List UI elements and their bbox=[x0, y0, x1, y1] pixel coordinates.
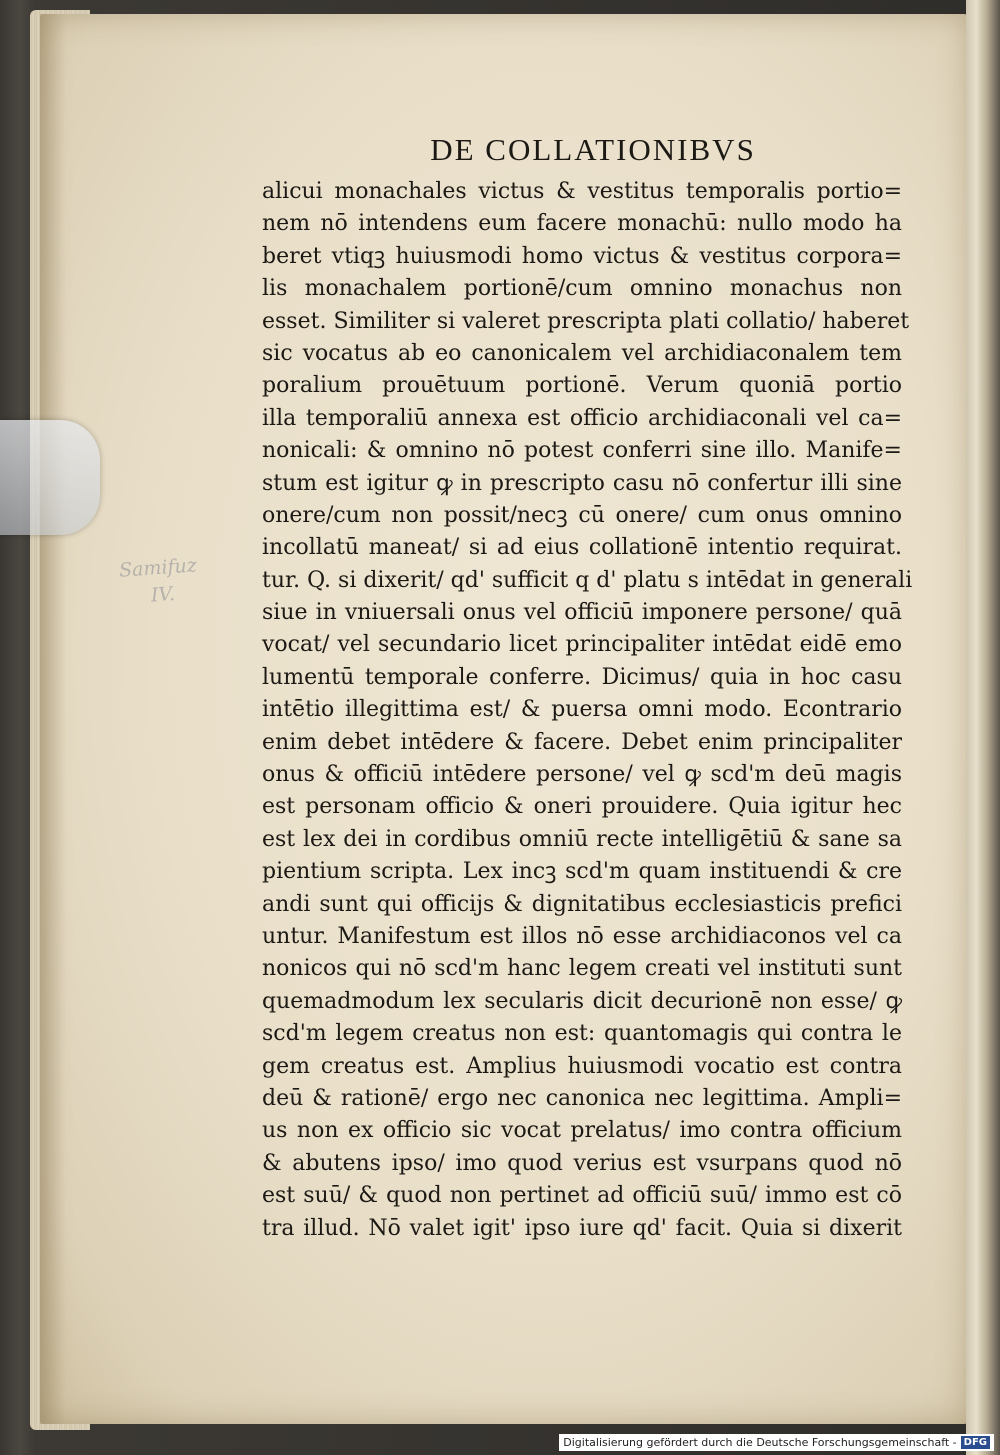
text-line: incollatū maneat/ si ad eius collationē intentio requirat. bbox=[262, 535, 902, 561]
text-line: us non ex officio sic vocat prelatus/ imo contra officium bbox=[262, 1118, 902, 1144]
text-line: lumentū temporale conferre. Dicimus/ quia in hoc casu bbox=[262, 664, 902, 690]
dfg-logo-icon: DFG bbox=[961, 1436, 990, 1449]
text-line: quemadmodum lex secularis dicit decurionē non esse/ ꝙ bbox=[262, 988, 902, 1014]
text-line: gem creatus est. Amplius huiusmodi vocatio est contra bbox=[262, 1053, 902, 1079]
running-header: DE COLLATIONIBVS bbox=[430, 132, 756, 167]
text-line: stum est igitur ꝙ in prescripto casu nō confertur illi sine bbox=[262, 470, 902, 496]
printed-text-block bbox=[262, 130, 912, 1245]
text-line: onere/cum non possit/necꝫ cū onere/ cum onus omnino bbox=[262, 502, 902, 528]
text-line: illa temporaliū annexa est officio archidiaconali vel ca= bbox=[262, 405, 902, 431]
text-line: est personam officio & oneri prouidere. Quia igitur hec bbox=[262, 794, 902, 820]
text-line: andi sunt qui officijs & dignitatibus ecclesiasticis prefici bbox=[262, 891, 902, 917]
text-line: tra illud. Nō valet igit' ipso iure qd' facit. Quia si dixerit bbox=[262, 1215, 902, 1241]
text-line: untur. Manifestum est illos nō esse archidiaconos vel ca bbox=[262, 923, 902, 949]
margin-pencil-note bbox=[118, 552, 199, 610]
text-line: onus & officiū intēdere persone/ vel ꝙ scd'm deū magis bbox=[262, 762, 902, 788]
text-line: est lex dei in cordibus omniū recte intelligētiū & sane sa bbox=[262, 826, 902, 852]
text-line: siue in vniuersali onus vel officiū imponere persone/ quā bbox=[262, 600, 902, 626]
credit-text: Digitalisierung gefördert durch die Deutsche Forschungsgemeinschaft - bbox=[563, 1436, 957, 1449]
text-line: nem nō intendens eum facere monachū: nullo modo ha bbox=[262, 211, 902, 237]
margin-note-line: Samifuz bbox=[118, 554, 198, 582]
text-line: deū & rationē/ ergo nec canonica nec legittima. Ampli= bbox=[262, 1085, 902, 1111]
text-line: poralium prouētuum portionē. Verum quoniā portio bbox=[262, 373, 902, 399]
text-line: intētio illegittima est/ & puersa omni modo. Econtrario bbox=[262, 697, 902, 723]
text-line: & abutens ipso/ imo quod verius est vsurpans quod nō bbox=[262, 1150, 902, 1176]
text-line: sic vocatus ab eo canonicalem vel archidiaconalem tem bbox=[262, 340, 902, 366]
digitization-credit bbox=[559, 1434, 994, 1451]
book-spine bbox=[966, 0, 1000, 1455]
text-line: vocat/ vel secundario licet principaliter intēdat eidē emo bbox=[262, 632, 902, 658]
text-line: enim debet intēdere & facere. Debet enim principaliter bbox=[262, 729, 902, 755]
text-line: lis monachalem portionē/cum omnino monachus non bbox=[262, 276, 902, 302]
text-line: beret vtiqꝫ huiusmodi homo victus & vestitus corpora= bbox=[262, 243, 902, 269]
text-line: est suū/ & quod non pertinet ad officiū suū/ immo est cō bbox=[262, 1183, 902, 1209]
text-line: scd'm legem creatus non est: quantomagis qui contra le bbox=[262, 1021, 902, 1047]
page-fold-shadow bbox=[40, 14, 66, 1424]
text-line: esset. Similiter si valeret prescripta plati collatio/ haberet bbox=[262, 308, 910, 334]
page-clamp bbox=[0, 420, 100, 535]
margin-note-line: IV. bbox=[150, 582, 176, 607]
text-line: pientium scripta. Lex incꝫ scd'm quam instituendi & cre bbox=[262, 859, 902, 885]
text-line: nonicali: & omnino nō potest conferri sine illo. Manife= bbox=[262, 438, 902, 464]
text-line: tur. Q. si dixerit/ qd' sufficit q d' platu s intēdat in generali bbox=[262, 567, 913, 593]
text-line: nonicos qui nō scd'm hanc legem creati vel instituti sunt bbox=[262, 956, 902, 982]
text-line: alicui monachales victus & vestitus temporalis portio= bbox=[262, 179, 902, 204]
